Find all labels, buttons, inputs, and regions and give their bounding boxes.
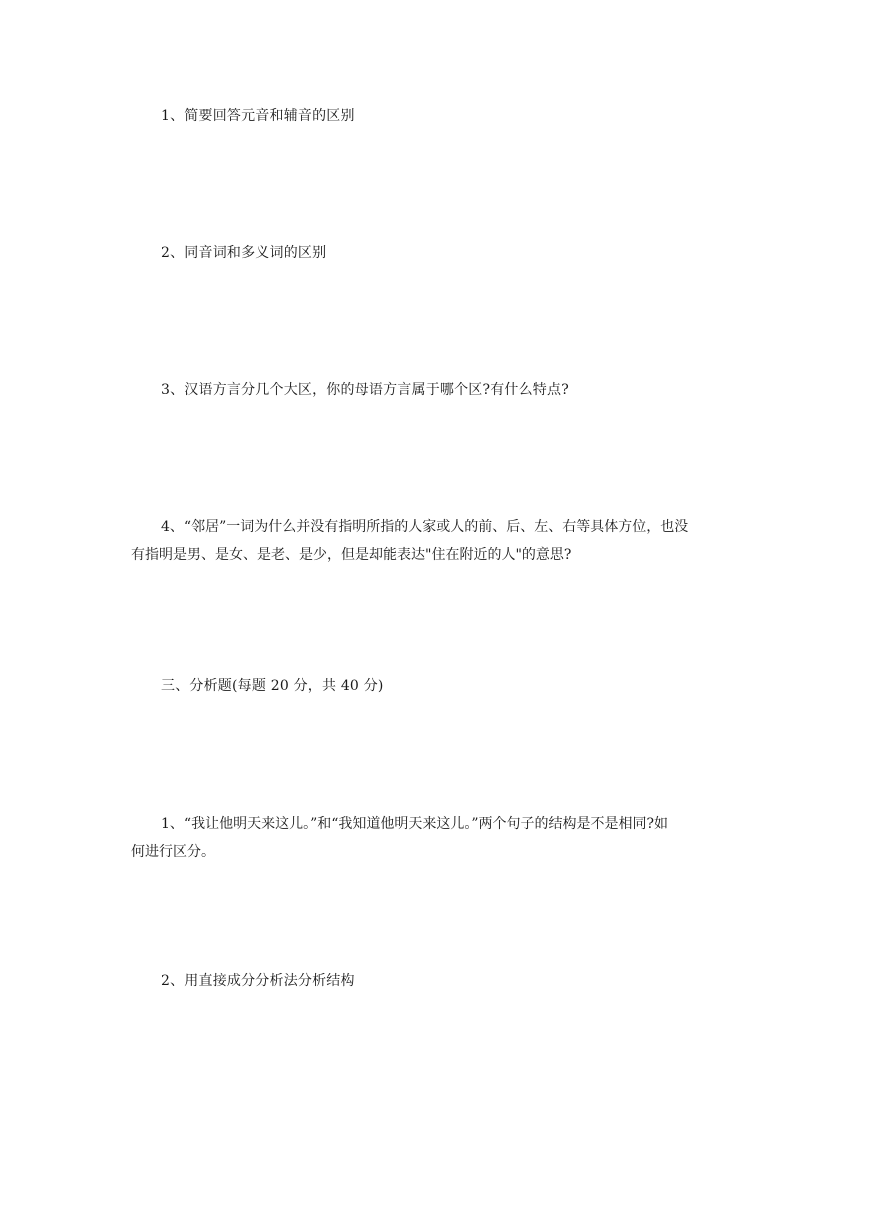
section-3-question-2: 2、用直接成分分析法分析结构: [161, 973, 355, 989]
section-3-question-1-line-1: 1、“我让他明天来这儿。”和“我知道他明天来这儿。”两个句子的结构是不是相同?如: [161, 816, 669, 832]
question-4: [131, 513, 741, 569]
question-2: 2、同音词和多义词的区别: [161, 245, 327, 261]
question-1: 1、简要回答元音和辅音的区别: [161, 108, 355, 124]
section-3-heading: 三、分析题(每题 20 分，共 40 分): [161, 678, 384, 694]
question-4-line-2: 有指明是男、是女、是老、是少，但是却能表达"住在附近的人"的意思?: [131, 547, 572, 563]
question-3: 3、汉语方言分几个大区，你的母语方言属于哪个区?有什么特点?: [161, 382, 569, 398]
section-3-question-1: [131, 810, 741, 866]
question-4-line-1: 4、“邻居”一词为什么并没有指明所指的人家或人的前、后、左、右等具体方位，也没: [161, 519, 689, 535]
section-3-question-1-line-2: 何进行区分。: [131, 844, 215, 860]
